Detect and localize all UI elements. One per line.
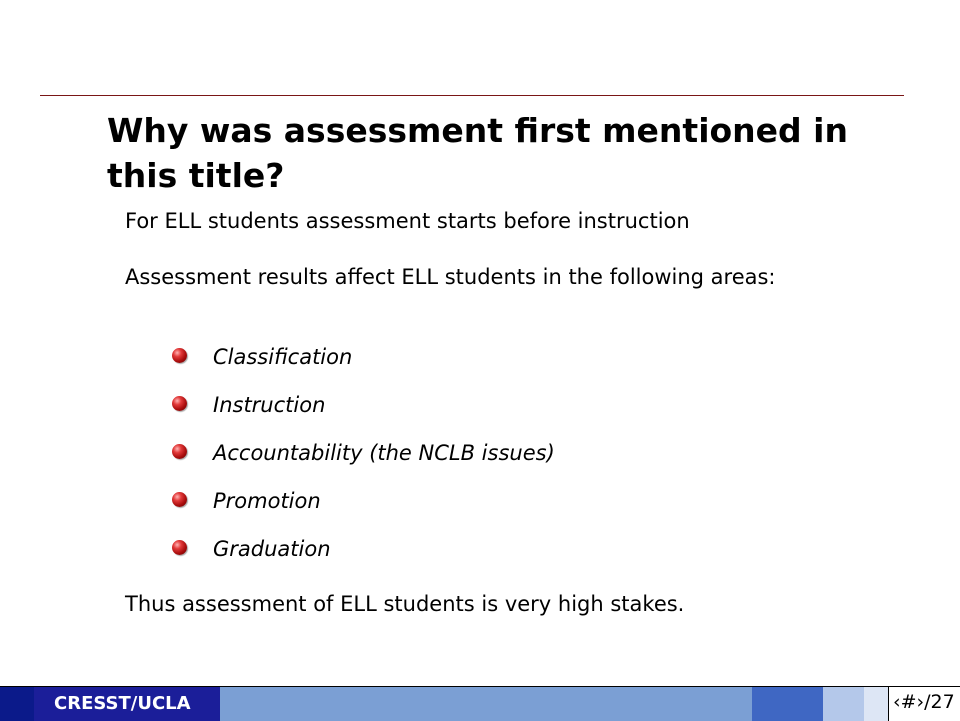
red-sphere-bullet-icon [172, 540, 187, 555]
list-item-accountability [172, 436, 555, 484]
page-number: ‹#›/27 [893, 691, 955, 713]
list-item-graduation [172, 532, 555, 580]
footer-segment [220, 687, 752, 721]
areas-list [172, 340, 555, 580]
list-item-classification [172, 340, 555, 388]
conclusion-paragraph: Thus assessment of ELL students is very high stakes. [125, 592, 685, 616]
title-rule [40, 95, 904, 96]
footer-bar [0, 686, 960, 721]
list-item-promotion [172, 484, 555, 532]
bullet-label: Classification [213, 345, 353, 369]
list-item-instruction [172, 388, 555, 436]
bullet-label: Graduation [213, 537, 331, 561]
footer-segment [864, 687, 888, 721]
areas-paragraph: Assessment results affect ELL students in the following areas: [125, 265, 776, 289]
red-sphere-bullet-icon [172, 492, 187, 507]
red-sphere-bullet-icon [172, 396, 187, 411]
footer-segment [752, 687, 823, 721]
footer-segment [823, 687, 864, 721]
bullet-label: Instruction [213, 393, 326, 417]
intro-paragraph: For ELL students assessment starts before instruction [125, 209, 690, 233]
bullet-label: Accountability (the NCLB issues) [213, 441, 555, 465]
red-sphere-bullet-icon [172, 444, 187, 459]
footer-brand: CRESST/UCLA [54, 693, 191, 714]
footer-segment [0, 687, 34, 721]
slide-title: Why was assessment first mentioned in this title? [107, 111, 848, 195]
red-sphere-bullet-icon [172, 348, 187, 363]
bullet-label: Promotion [213, 489, 321, 513]
